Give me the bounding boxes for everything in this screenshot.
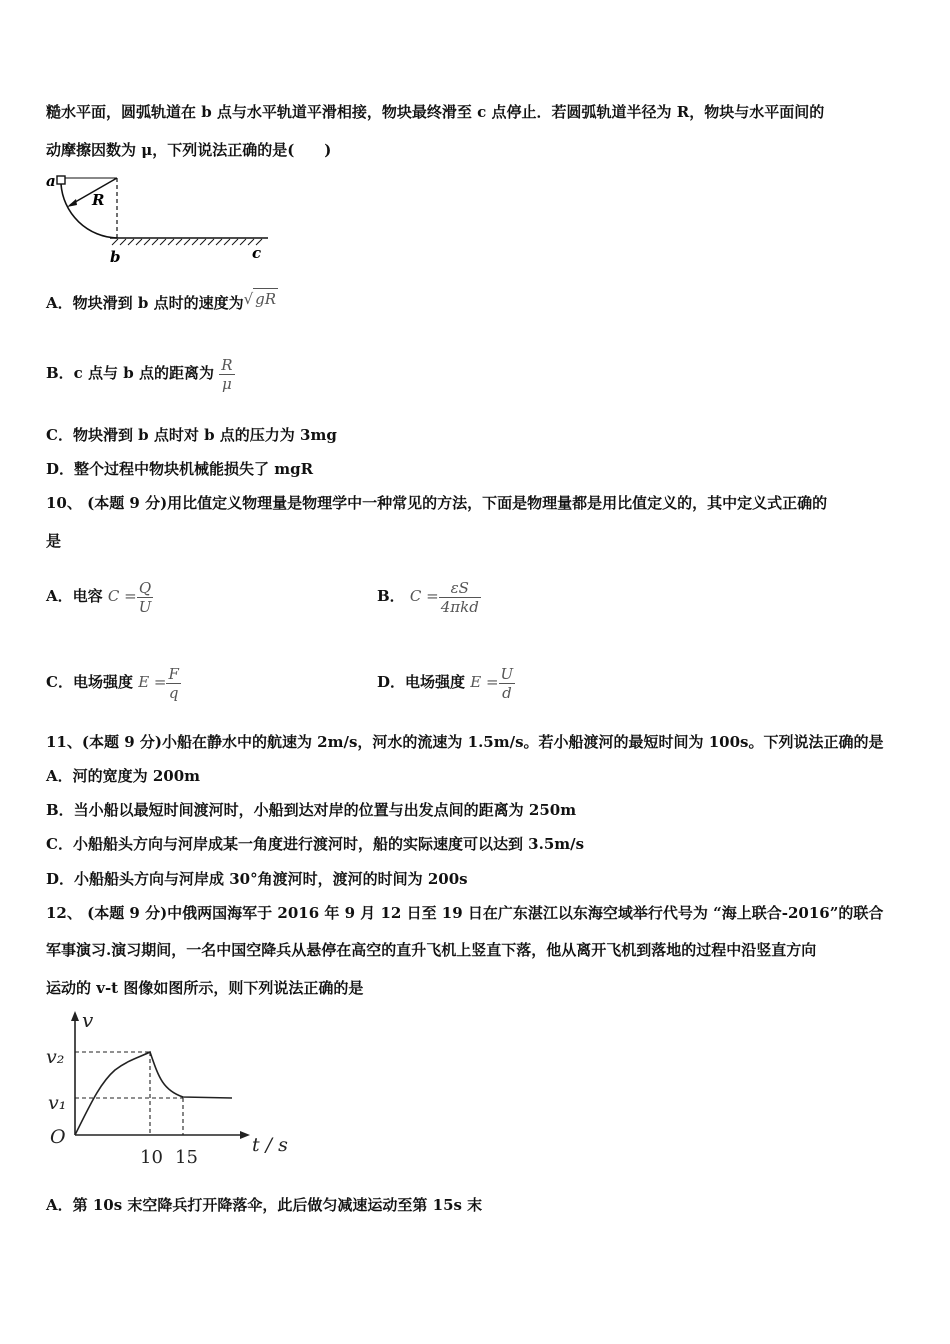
- q9-option-b-text: B．c 点与 b 点的距离为: [46, 364, 214, 382]
- q9-option-c: C．物块滑到 b 点时对 b 点的压力为 3mg: [46, 426, 337, 444]
- fraction-epsS-over-4pikd: εS 4πkd: [440, 578, 479, 616]
- q9-track-figure: [40, 168, 280, 268]
- y-axis-label: v: [82, 1008, 94, 1032]
- sqrt-radicand: gR: [255, 290, 277, 308]
- q12-stem-line2: 军事演习.演习期间，一名中国空降兵从悬停在高空的直升飞机上竖直下落，他从离开飞机到落地的过程中沿竖直方向: [46, 941, 817, 959]
- tick-10: 10: [140, 1147, 163, 1168]
- q10-stem-line1: 10、 (本题 9 分)用比值定义物理量是物理学中一种常见的方法，下面是物理量都是用比值定义的，其中定义式正确的: [46, 494, 828, 512]
- radius-arrowhead: [67, 199, 77, 207]
- x-axis-label: t / s: [252, 1134, 288, 1156]
- q11-stem: 11、(本题 9 分)小船在静水中的航速为 2m/s，河水的流速为 1.5m/s。若小船渡河的最短时间为 100s。下列说法正确的是: [46, 733, 884, 751]
- q11-option-c: C．小船船头方向与河岸成某一角度进行渡河时，船的实际速度可以达到 3.5m/s: [46, 835, 585, 853]
- q9-option-a: [46, 288, 278, 313]
- label-c: c: [252, 244, 262, 262]
- label-R: R: [92, 191, 105, 209]
- sqrt-gR: √ gR: [243, 290, 277, 308]
- arc-track: [61, 184, 117, 238]
- fraction-R-over-mu: $\frac{R}{\mu}$: [221, 355, 233, 393]
- q11-option-d: D．小船船头方向与河岸成 30°角渡河时，渡河的时间为 200s: [46, 870, 468, 888]
- q12-stem-line3: 运动的 v-t 图像如图所示，则下列说法正确的是: [46, 979, 364, 997]
- q12-vt-graph: [40, 1005, 300, 1175]
- label-v2: v₂: [46, 1046, 65, 1068]
- label-origin: O: [50, 1126, 66, 1148]
- label-b: b: [110, 248, 121, 266]
- q9-option-d: D．整个过程中物块机械能损失了 mgR: [46, 460, 314, 478]
- q9-option-a-text: A．物块滑到 b 点时的速度为: [46, 294, 244, 312]
- q10-option-c: C．电场强度 E = $\frac{F}{q}$: [46, 664, 179, 702]
- label-v1: v₁: [48, 1092, 67, 1114]
- q12-option-a: A．第 10s 末空降兵打开降落伞，此后做匀减速运动至第 15s 末: [46, 1196, 483, 1214]
- q10-option-b: B． C = εS 4πkd: [377, 578, 479, 616]
- block: [57, 176, 65, 184]
- q11-option-a: A．河的宽度为 200m: [46, 767, 201, 785]
- q11-option-b: B．当小船以最短时间渡河时，小船到达对岸的位置与出发点间的距离为 250m: [46, 801, 577, 819]
- velocity-curve: [75, 1052, 232, 1135]
- q9-option-b: [46, 345, 235, 401]
- fraction-F-over-q: $\frac{F}{q}$: [168, 664, 179, 702]
- q10-option-d: D．电场强度 E = $\frac{U}{d}$: [377, 664, 514, 702]
- x-axis-arrow: [240, 1131, 250, 1139]
- q9-stem-line2: 动摩擦因数为 μ，下列说法正确的是( ): [46, 141, 332, 159]
- q12-stem-line1: 12、 (本题 9 分)中俄两国海军于 2016 年 9 月 12 日至 19 日在广东湛江以东海空域举行代号为 “海上联合-2016”的联合: [46, 904, 884, 922]
- q10-option-a: A．电容 C = $\frac{Q}{U}$: [46, 578, 152, 616]
- fraction-U-over-d: $\frac{U}{d}$: [500, 664, 514, 702]
- tick-15: 15: [175, 1147, 198, 1168]
- y-axis-arrow: [71, 1011, 79, 1021]
- q10-stem-line2: 是: [46, 532, 62, 550]
- fraction-Q-over-U: $\frac{Q}{U}$: [138, 578, 152, 616]
- label-a: a: [46, 172, 56, 190]
- q9-stem-line1: 糙水平面，圆弧轨道在 b 点与水平轨道平滑相接，物块最终滑至 c 点停止．若圆弧轨道半径为 R，物块与水平面间的: [46, 103, 825, 121]
